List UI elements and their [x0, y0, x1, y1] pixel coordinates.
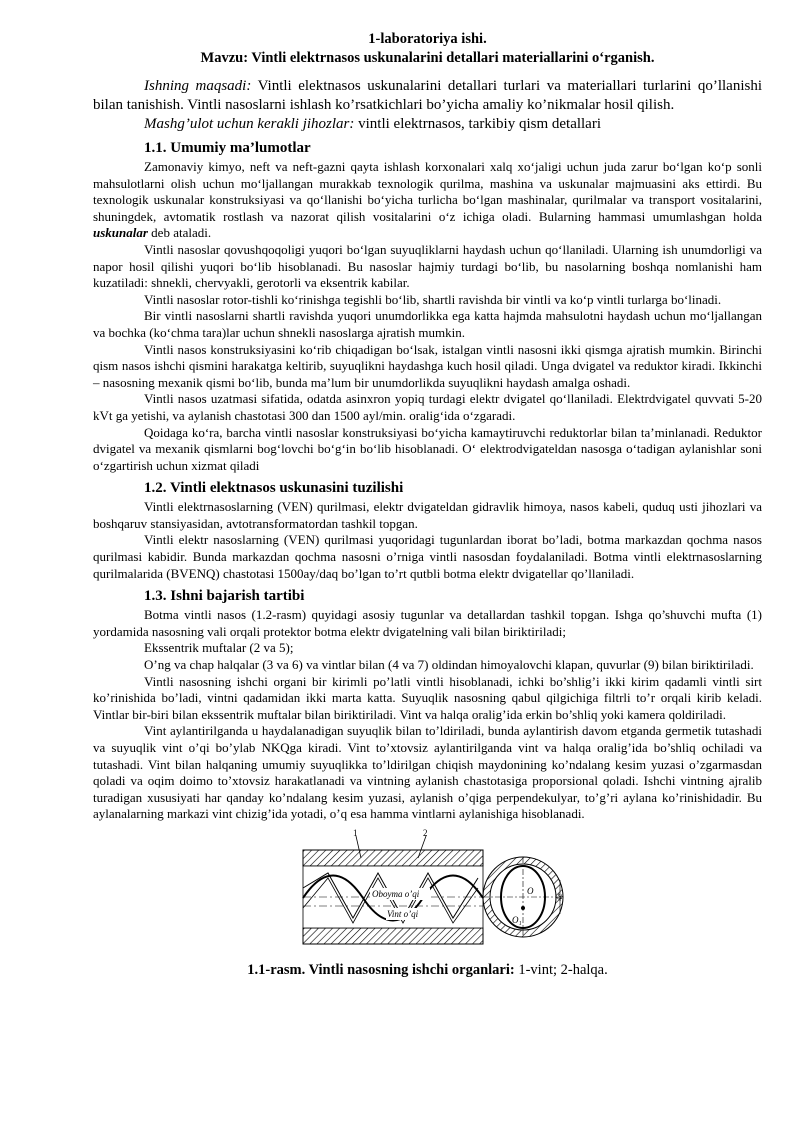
equipment-text: vintli elektrnasos, tarkibiy qism detallari	[354, 116, 602, 132]
paragraph: Qoidaga ko‘ra, barcha vintli nasoslar konstruksiyasi bo‘yicha kamaytiruvchi reduktorlar bilan ta’minlanadi. Reduktor dvigatel va mexanik qismlarni bog‘lovchi bo‘g‘in bo‘lib hisoblanadi. O‘ elektrodvigateldan nasosga o‘tadigan aylanishlar soni o‘zgartirish uchun xizmat qiladi	[93, 424, 762, 473]
caption-bold: 1.1-rasm. Vintli nasosning ishchi organlari:	[247, 961, 515, 978]
label-1: 1	[353, 827, 358, 838]
paragraph: Zamonaviy kimyo, neft va neft-gazni qayta ishlash korxonalari xalq xo‘jaligi uchun juda zarur bo‘lgan ko‘p sonli mahsulotlarni olish uchun mo‘ljallangan murakkab texnologik qurilma, mashina va uskunalar majmuasini aks ettirdi. Bu texnologik uskunalar konstruksiyasi va qo‘llanishi bo‘yicha turlicha bo‘lgan mashinalar, qurilmalar va transport vositalarini, shuningdek, avtomatik rostlash va nazorat qilish vositalarini o‘z ichiga oladi. Bularning hammasi umumlashgan holda uskunalar deb ataladi.	[93, 159, 762, 241]
equipment-label: Mashg’ulot uchun kerakli jihozlar:	[144, 116, 355, 132]
caption-rest: 1-vint; 2-halqa.	[514, 961, 608, 978]
goal-paragraph	[93, 77, 762, 115]
paragraph: Vintli nasoslar rotor-tishli ko‘rinishga tegishli bo‘lib, shartli ravishda bir vintli va ko‘p vintli turlarga bo‘linadi.	[144, 291, 722, 307]
paragraph: Ekssentrik muftalar (2 va 5);	[144, 640, 294, 656]
section-heading-procedure: 1.3. Ishni bajarish tartibi	[144, 588, 305, 605]
section-heading-structure: 1.2. Vintli elektnasos uskunasini tuzilishi	[144, 480, 404, 497]
paragraph: Vintli nasosning ishchi organi bir kirimli po’latli vintli hisoblanadi, ichki bo’shlig’i ikki kirim qadamli vintli sirt ko’rinishida bo’ladi, vintni qadamidan ikki marta katta. Suyuqlik nasosning qabul qilgichiga filtrli to’r orqali kirib keladi. Vintlar bir-biri bilan ekssentrik muftalar bilan biriktiriladi. Vint va halqa oralig’ida erkin bo’shliq yoki kamera qoldiriladi.	[93, 673, 762, 722]
o-label: O	[527, 885, 534, 896]
paragraph: Botma vintli nasos (1.2-rasm) quyidagi asosiy tugunlar va detallardan tashkil topgan. Ishga qo’shuvchi mufta (1) yordamida nasosning vali orqali protektor botma elektr dvigatelning vali bilan biriktiriladi;	[93, 607, 762, 639]
emphasis-term: uskunalar	[93, 225, 148, 241]
stator-bottom-wall	[303, 928, 483, 944]
o1-label: O₁	[512, 914, 522, 925]
equipment-paragraph	[93, 115, 762, 134]
figure-caption	[93, 961, 762, 980]
screw-pump-figure	[298, 828, 568, 958]
paragraph: Vintli elektr nasoslarning (VEN) qurilmasi yuqoridagi tugunlardan iborat bo’ladi, botma markazdan qochma nasos qurilmasi kabidir. Bunda markazdan qochma nasosni o’rniga vintli nasosdan foydalaniladi. Botma vintli elektrnasoslarning qurilmalarida (BVENQ) chastotasi 1500ay/daq bo’lgan to’rt qutbli botma elektr dvigatellar qo’llaniladi.	[93, 532, 762, 581]
document-page	[93, 30, 762, 980]
label-2: 2	[423, 827, 428, 838]
paragraph: O’ng va chap halqalar (3 va 6) va vintlar bilan (4 va 7) oldindan himoyalovchi klapan, quvurlar (9) bilan biriktiriladi.	[144, 657, 754, 673]
center-point-o1	[521, 906, 525, 910]
stator-top-wall	[303, 850, 483, 866]
goal-text: Vintli elektnasos uskunalarini detallari turlari va materiallari turlarini qo’llanishi bilan tanishish. Vintli nasoslarni ishlash ko’rsatkichlari bo’yicha amaliy ko’nikmalar hosil qilish.	[93, 78, 763, 113]
screw-axis-label: Vint o’qi	[387, 908, 419, 919]
topic-title: Mavzu: Vintli elektrnasos uskunalarini detallari materiallarini o‘rganish.	[200, 50, 655, 66]
paragraph: Vint aylantirilganda u haydalanadigan suyuqlik bilan to’ldiriladi, bunda aylantirish davom etganda germetik tutashadi va suyuqlik vint o’qi bo’ylab NKQga kiradi. Vint to’xtovsiz aylantirilganda vint va halqa oralig’ida bo’shliq ochiladi va tutashadi. Vint bilan halqaning umumiy suyuqlikka to’ldirilgan chiqish maydonining ko’ndalang kesim yuzasi o’zgarmasdan qoladi va oqim doimo to’xtovsiz harakatlanadi va vintning aylanish chastotasiga proporsional qoladi. Ishchi vintning ajralib turadigan xususiyati har qanday ko’ndalang kesim yuzasi, aylanish o’qiga perpendekulyar, to’g’ri aylana ko’rinishidadir. Bu aylanalarning markazi vint chizig’ida yotadi, o’q esa hamma vintlarni aylanishiga hisoblanadi.	[93, 723, 762, 822]
paragraph: Vintli elektrnasoslarning (VEN) qurilmasi, elektr dvigateldan gidravlik himoya, nasos kabeli, quduq usti jihozlari va boshqaruv stansiyasidan, avtotransformatordan tashkil topgan.	[93, 499, 762, 531]
paragraph: Vintli nasos konstruksiyasini ko‘rib chiqadigan bo‘lsak, istalgan vintli nasosni ikki qismga ajratish mumkin. Birinchi qism nasos ishchi qismini harakatga keltirib, suyuqlikni haydashga kuch hosil qiladi. Unga dvigatel va reduktor kiradi. Ikkinchi – nasosning mexanik qismi bo‘lib, bunda ma’lum bir unumdorlikda suyuqlikni haydash amalga oshadi.	[93, 341, 762, 390]
paragraph: Vintli nasoslar qovushqoqoligi yuqori bo‘lgan suyuqliklarni haydash uchun qo‘llaniladi. Ularning ish unumdorligi va napor hosil qilishi yuqori bo‘lib hisoblanadi. Bu nasoslar hajmiy turdagi bo‘lib, bu nasolarning boshqa nomlanishi ham kuzatiladi: shnekli, chervyakli, gerotorli va eksentrik kabilar.	[93, 241, 762, 291]
lab-number-title: 1-laboratoriya ishi.	[368, 31, 487, 47]
section-heading-general: 1.1. Umumiy ma’lumotlar	[144, 140, 311, 156]
paragraph: Bir vintli nasoslarni shartli ravishda yuqori unumdorlikka ega katta hajmda mahsulotni haydash uchun mo‘ljallangan va bochka (ko‘chma tara)lar uchun shnekli nasoslarga ajratish mumkin.	[93, 308, 762, 340]
housing-axis-label: Oboyma o’qi	[372, 888, 420, 899]
goal-label: Ishning maqsadi:	[144, 78, 252, 94]
paragraph: Vintli nasos uzatmasi sifatida, odatda asinxron yopiq turdagi elektr dvigatel qo‘llaniladi. Elektrdvigatel quvvati 5-20 kVt ga yetishi, va aylanish chastotasi 300 dan 1500 ayl/min. oralig‘ida o‘zgaradi.	[93, 391, 762, 423]
dimension-label: 4e	[555, 893, 564, 901]
